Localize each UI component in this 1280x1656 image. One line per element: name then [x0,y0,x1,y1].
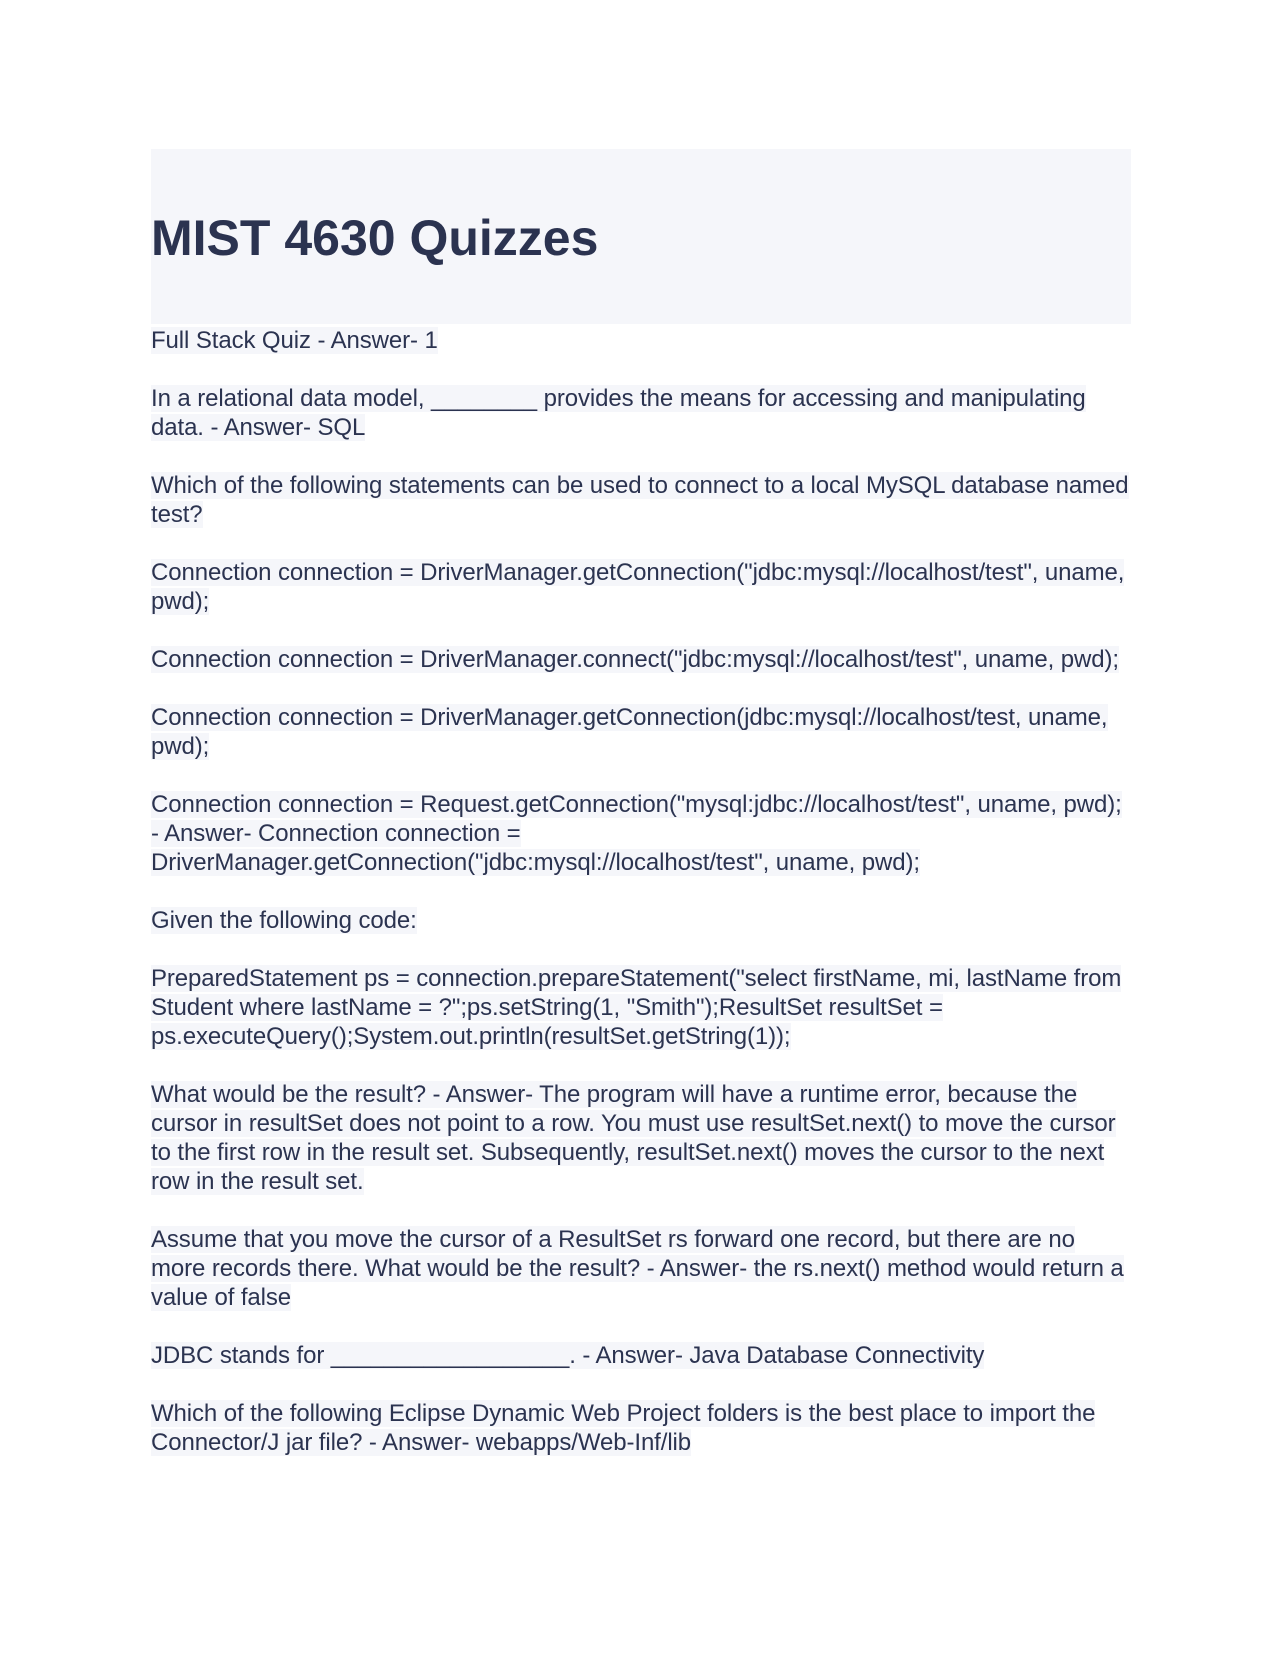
paragraph-8-text: Given the following code: [151,907,417,934]
paragraph-8 [151,906,1131,935]
paragraph-6 [151,703,1131,761]
paragraph-6-text: Connection connection = DriverManager.getConnection(jdbc:mysql://localhost/test, uname, pwd); [151,704,1108,760]
paragraph-7-text: Connection connection = Request.getConnection("mysql:jdbc://localhost/test", uname, pwd); - Answer- Connection connection = DriverManager.getConnection("jdbc:mysql://localhost/test", uname, pwd); [151,791,1122,876]
paragraph-13-text: Which of the following Eclipse Dynamic Web Project folders is the best place to import the Connector/J jar file? - Answer- webapps/Web-Inf/lib [151,1400,1096,1456]
paragraph-5-text: Connection connection = DriverManager.connect("jdbc:mysql://localhost/test", uname, pwd); [151,646,1119,673]
page-title: MIST 4630 Quizzes [151,210,599,266]
paragraph-3-text: Which of the following statements can be used to connect to a local MySQL database named test? [151,472,1129,528]
paragraph-10-text: What would be the result? - Answer- The program will have a runtime error, because the cursor in resultSet does not point to a row. You must use resultSet.next() to move the cursor to the first row in the result set. Subsequently, resultSet.next() moves the cursor to the next row in the result set. [151,1081,1116,1195]
paragraph-3 [151,471,1131,529]
paragraph-13 [151,1399,1131,1457]
paragraph-11-text: Assume that you move the cursor of a ResultSet rs forward one record, but there are no more records there. What would be the result? - Answer- the rs.next() method would return a value of false [151,1226,1124,1311]
paragraph-11 [151,1225,1131,1312]
paragraph-2-text: In a relational data model, ________ provides the means for accessing and manipulating data. - Answer- SQL [151,385,1086,441]
paragraph-1 [151,326,1131,355]
title-banner [151,149,1131,324]
paragraph-1-text: Full Stack Quiz - Answer- 1 [151,327,438,354]
paragraph-12 [151,1341,1131,1370]
paragraph-10 [151,1080,1131,1196]
paragraph-12-text: JDBC stands for __________________. - Answer- Java Database Connectivity [151,1342,985,1369]
paragraph-4-text: Connection connection = DriverManager.getConnection("jdbc:mysql://localhost/test", uname, pwd); [151,559,1125,615]
paragraph-4 [151,558,1131,616]
document-body [151,326,1131,1457]
paragraph-9 [151,964,1131,1051]
paragraph-5 [151,645,1131,674]
paragraph-9-text: PreparedStatement ps = connection.prepareStatement("select firstName, mi, lastName from Student where lastName = ?";ps.setString(1, "Smith");ResultSet resultSet = ps.executeQuery();System.out.println(resultSet.getString(1)); [151,965,1122,1050]
document-page [151,149,1131,1486]
paragraph-2 [151,384,1131,442]
paragraph-7 [151,790,1131,877]
